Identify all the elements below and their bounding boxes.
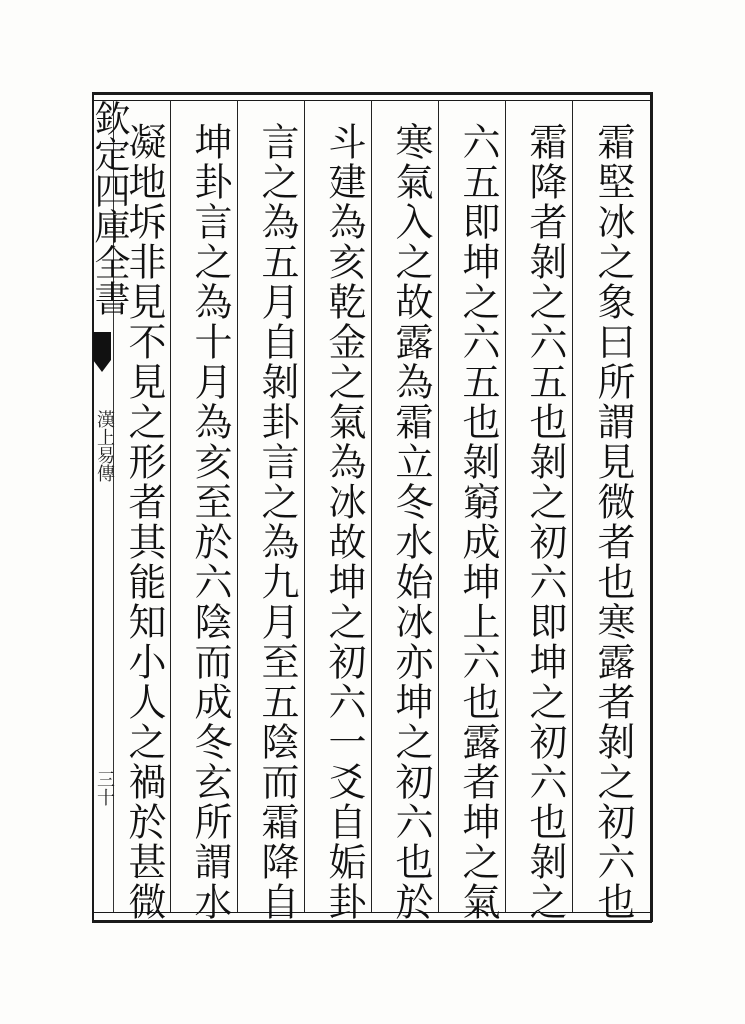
text-column-4: 寒氣入之故露為霜立冬水始冰亦坤之初六也於 — [389, 122, 433, 922]
column-rule — [304, 100, 305, 912]
text-column-6: 言之為五月自剝卦言之為九月至五陰而霜降自 — [255, 122, 299, 922]
margin-page-number: 三十 — [94, 770, 115, 806]
frame-top-border — [92, 92, 652, 95]
frame-top-inner-border — [92, 100, 652, 101]
frame-bottom-border — [92, 920, 652, 923]
column-rule — [371, 100, 372, 912]
column-rule — [438, 100, 439, 912]
column-rule — [237, 100, 238, 912]
column-rule — [505, 100, 506, 912]
frame-bottom-inner-border — [92, 912, 652, 913]
text-column-1: 霜堅冰之象曰所謂見微者也寒露者剝之初六也 — [591, 122, 635, 922]
margin-section-label: 漢上易傳 — [94, 410, 115, 482]
frame-right-border — [650, 92, 653, 922]
margin-book-title: 欽定四庫全書 — [89, 100, 130, 316]
column-rule — [572, 100, 573, 912]
text-column-3: 六五即坤之六五也剝窮成坤上六也露者坤之氣 — [456, 122, 500, 922]
text-column-8: 凝地坼非見不見之形者其能知小人之禍於甚微 — [122, 122, 166, 922]
text-column-2: 霜降者剝之六五也剝之初六即坤之初六也剝之 — [523, 122, 567, 922]
text-column-7: 坤卦言之為十月為亥至於六陰而成冬玄所謂水 — [188, 122, 232, 922]
text-column-5: 斗建為亥乾金之氣為冰故坤之初六一爻自姤卦 — [322, 122, 366, 922]
